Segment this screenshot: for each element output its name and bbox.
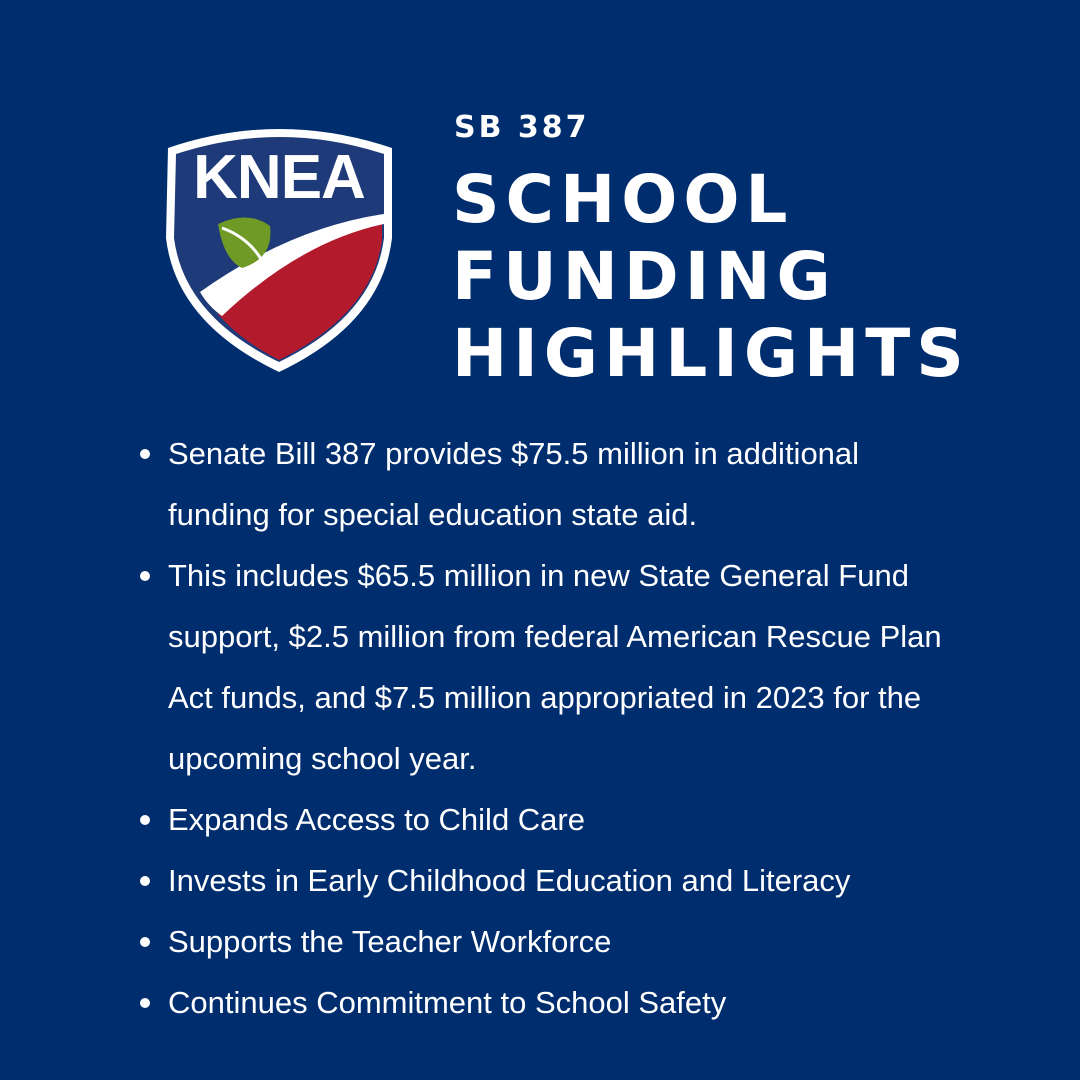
- list-item-text: Expands Access to Child Care: [168, 802, 585, 837]
- list-item: [168, 972, 968, 1033]
- logo-lettering: KNEA: [193, 143, 365, 212]
- list-item: [168, 545, 968, 789]
- knea-logo: [160, 118, 398, 376]
- page-title: [452, 161, 970, 392]
- bullet-icon: [140, 449, 150, 459]
- bill-number: SB 387: [454, 110, 590, 145]
- bullet-icon: [140, 815, 150, 825]
- list-item: [168, 850, 968, 911]
- highlights-list: [168, 423, 968, 1033]
- list-item-text: Invests in Early Childhood Education and Literacy: [168, 863, 851, 898]
- bullet-icon: [140, 937, 150, 947]
- title-line: FUNDING: [452, 238, 837, 315]
- bullet-icon: [140, 571, 150, 581]
- list-item-text: Continues Commitment to School Safety: [168, 985, 727, 1020]
- title-line: HIGHLIGHTS: [452, 315, 970, 392]
- list-item: [168, 789, 968, 850]
- knea-shield-icon: [160, 118, 398, 376]
- bullet-icon: [140, 876, 150, 886]
- list-item-text: Senate Bill 387 provides $75.5 million in additional funding for special education state aid.: [168, 436, 860, 532]
- title-line: SCHOOL: [452, 161, 794, 238]
- bullet-icon: [140, 998, 150, 1008]
- list-item: [168, 911, 968, 972]
- list-item-text: This includes $65.5 million in new State General Fund support, $2.5 million from federal American Rescue Plan Act funds, and $7.5 million appropriated in 2023 for the upcoming school year.: [168, 558, 942, 776]
- list-item: [168, 423, 968, 545]
- list-item-text: Supports the Teacher Workforce: [168, 924, 612, 959]
